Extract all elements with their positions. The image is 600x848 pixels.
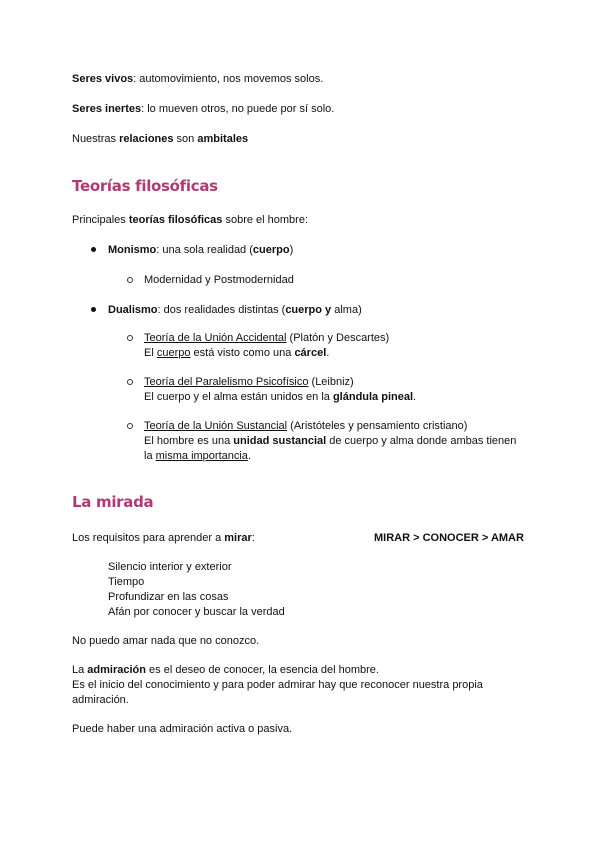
term: Monismo [108,244,157,256]
text: está visto como una [190,347,295,359]
teoria-2-title-line [144,375,354,389]
seres-inertes-line [72,102,334,116]
hollow-bullet-icon [127,277,133,283]
text: (Leibniz) [308,376,354,388]
text: alma) [331,304,362,316]
bullet-icon [91,307,96,312]
teoria-3-desc-line [144,434,516,448]
text: : automovimiento, nos movemos solos. [133,73,324,85]
bold-text: teorías filosóficas [128,214,223,226]
dualismo-line [108,303,362,317]
list-item: Profundizar en las cosas [108,591,229,603]
paragraph-activa-pasiva: Puede haber una admiración activa o pasiva. [72,723,293,735]
text: son [173,133,198,145]
list-item: Silencio interior y exterior [108,561,232,573]
teoria-1-title-line [144,331,389,345]
underlined-title: Teoría de la Unión Sustancial [144,420,288,432]
section-heading-la-mirada: La mirada [72,493,154,511]
teoria-3-desc-line-2 [144,449,251,463]
term: Seres inertes [72,103,142,115]
text: Principales [72,214,129,226]
bold-text: ambitales [197,133,249,145]
bold-text: relaciones [119,133,174,145]
text: (Aristóteles y pensamiento cristiano) [287,420,468,432]
hollow-bullet-icon [127,423,133,429]
underlined-text: misma importancia [155,450,248,462]
text: Los requisitos para aprender a [72,532,225,544]
text: El [144,347,157,359]
text: sobre el hombre: [222,214,309,226]
admiracion-line-3: admiración. [72,694,129,706]
paragraph-no-puedo: No puedo amar nada que no conozco. [72,635,260,647]
requisitos-line [72,531,255,545]
bullet-icon [91,247,96,252]
text: El cuerpo y el alma están unidos en la [144,391,333,403]
bold-text: cárcel [294,347,327,359]
teoria-3-title-line [144,419,467,433]
underlined-text: cuerpo [156,347,191,359]
text: (Platón y Descartes) [286,332,390,344]
relaciones-line [72,132,248,146]
text: de cuerpo y alma donde ambas tienen [326,435,517,447]
underlined-title: Teoría del Paralelismo Psicofísico [144,376,309,388]
text: la [144,450,156,462]
text: La [72,664,88,676]
hollow-bullet-icon [127,379,133,385]
bold-text: mirar [224,532,252,544]
bold-text: cuerpo [252,244,290,256]
text: : lo mueven otros, no puede por sí solo. [141,103,335,115]
text: . [247,450,251,462]
admiracion-line-1 [72,663,379,677]
text: es el deseo de conocer, la esencia del hombre. [145,664,379,676]
seres-vivos-line [72,72,323,86]
monismo-line [108,243,293,257]
bold-text: glándula pineal [332,391,414,403]
teoria-1-desc-line [144,346,329,360]
text: : [251,532,255,544]
text: Nuestras [72,133,120,145]
formula-text: MIRAR > CONOCER > AMAR [374,532,524,544]
text: El hombre es una [144,435,234,447]
monismo-sub-line: Modernidad y Postmodernidad [144,274,294,286]
text: . [326,347,330,359]
text: ) [289,244,294,256]
underlined-title: Teoría de la Unión Accidental [144,332,287,344]
list-item: Afán por conocer y buscar la verdad [108,606,285,618]
hollow-bullet-icon [127,335,133,341]
admiracion-line-2: Es el inicio del conocimiento y para poder admirar hay que reconocer nuestra propia [72,679,483,691]
text: : dos realidades distintas ( [157,304,286,316]
text: : una sola realidad ( [156,244,253,256]
term: Dualismo [108,304,158,316]
bold-text: admiración [87,664,146,676]
list-item: Tiempo [108,576,145,588]
bold-text: unidad sustancial [233,435,327,447]
bold-text: cuerpo y [285,304,332,316]
term: Seres vivos [72,73,134,85]
text: . [413,391,417,403]
teorias-intro-line [72,213,308,227]
section-heading-teorias: Teorías filosóficas [72,177,218,195]
teoria-2-desc-line [144,390,416,404]
